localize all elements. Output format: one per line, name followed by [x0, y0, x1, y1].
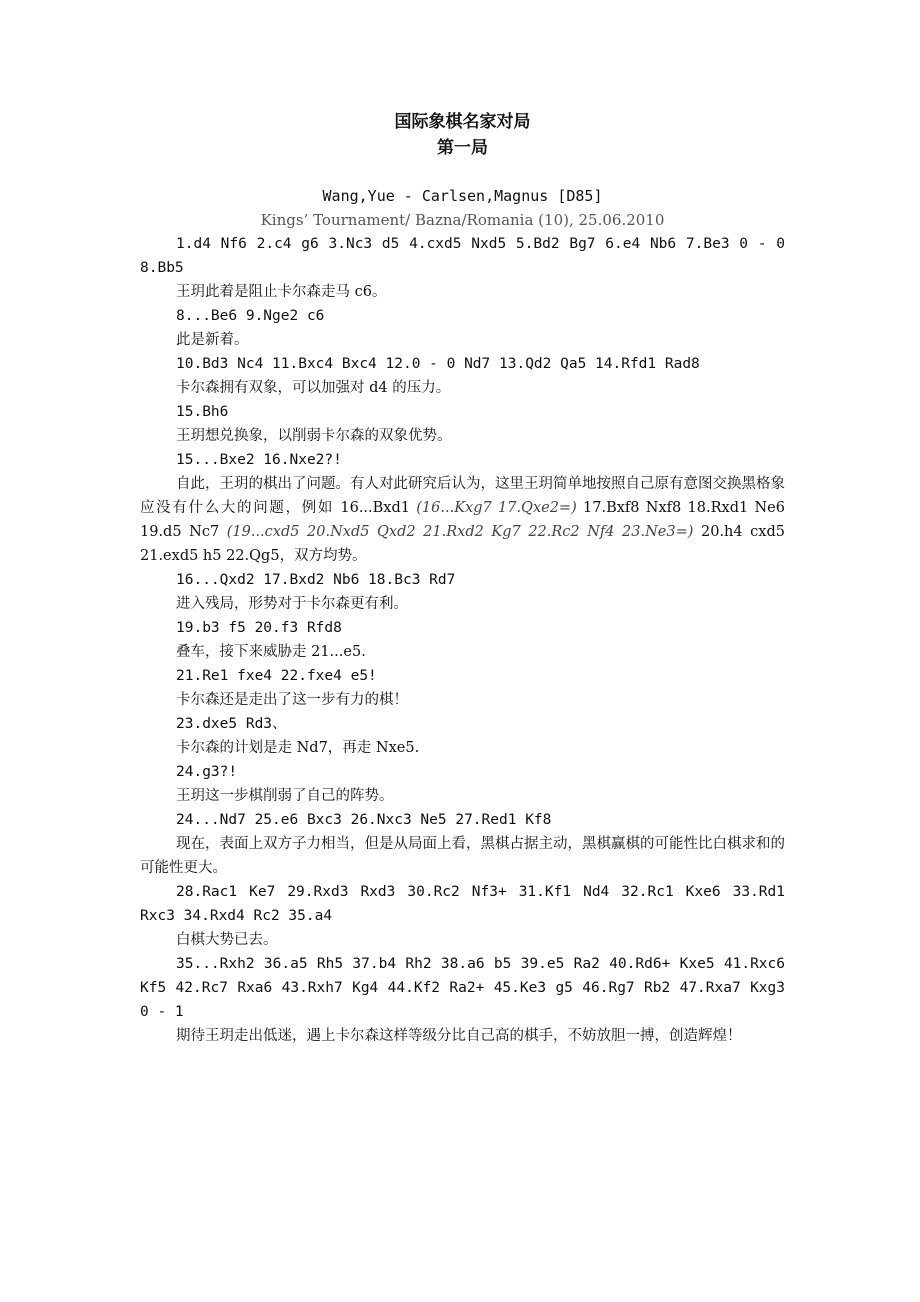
comment-paragraph: 王玥这一步棋削弱了自己的阵势。 — [176, 788, 394, 804]
document-title: 国际象棋名家对局 — [394, 112, 531, 132]
document-body — [140, 110, 785, 1048]
moves-paragraph: 10.Bd3 Nc4 11.Bxc4 Bxc4 12.0 - 0 Nd7 13.Qd2 Qa5 14.Rfd1 Rad8 — [176, 356, 700, 372]
moves-paragraph: 19.b3 f5 20.f3 Rfd8 — [176, 620, 342, 636]
comment-paragraph: 期待王玥走出低迷，遇上卡尔森这样等级分比自己高的棋手，不妨放胆一搏，创造辉煌！ — [176, 1028, 742, 1044]
comment-paragraph: 卡尔森还是走出了这一步有力的棋！ — [176, 692, 408, 708]
variation-text: (16...Kxg7 17.Qxe2=) — [416, 500, 577, 516]
moves-paragraph: 35...Rxh2 36.a5 Rh5 37.b4 Rh2 38.a6 b5 39.e5 Ra2 40.Rd6+ Kxe5 41.Rxc6 Kf5 42.Rc7 Rxa6 43.Rxh7 Kg4 44.Kf2 Ra2+ 45.Ke3 g5 46.Rg7 Rb2 47.Rxa7 Kxg3 0 - 1 — [140, 956, 785, 1020]
moves-paragraph: 24.g3?! — [176, 764, 238, 780]
moves-paragraph: 16...Qxd2 17.Bxd2 Nb6 18.Bc3 Rd7 — [176, 572, 456, 588]
comment-paragraph: 卡尔森的计划是走 Nd7，再走 Nxe5. — [176, 740, 420, 756]
moves-paragraph: 15...Bxe2 16.Nxe2?! — [176, 452, 342, 468]
variation-text: (19...cxd5 20.Nxd5 Qxd2 21.Rxd2 Kg7 22.Rc2 Nf4 23.Ne3=) — [226, 524, 694, 540]
comment-paragraph: 现在，表面上双方子力相当，但是从局面上看，黑棋占据主动，黑棋赢棋的可能性比白棋求和的可能性更大。 — [140, 836, 785, 876]
document-subtitle: 第一局 — [437, 138, 488, 158]
moves-paragraph: 1.d4 Nf6 2.c4 g6 3.Nc3 d5 4.cxd5 Nxd5 5.Bd2 Bg7 6.e4 Nb6 7.Be3 0 - 0 8.Bb5 — [140, 236, 785, 276]
comment-paragraph: 叠车，接下来威胁走 21...e5. — [176, 644, 366, 660]
analysis-text: 20.h4 cxd5 21.exd5 h5 22.Qg5，双方均势。 — [140, 524, 785, 564]
comment-paragraph: 王玥此着是阻止卡尔森走马 c6。 — [176, 284, 387, 300]
moves-paragraph: 24...Nd7 25.e6 Bxc3 26.Nxc3 Ne5 27.Red1 Kf8 — [176, 812, 552, 828]
moves-paragraph: 23.dxe5 Rd3、 — [176, 716, 287, 732]
comment-paragraph: 此是新着。 — [176, 332, 249, 348]
analysis-paragraph — [140, 472, 785, 568]
comment-paragraph: 王玥想兑换象，以削弱卡尔森的双象优势。 — [176, 428, 452, 444]
moves-paragraph: 8...Be6 9.Nge2 c6 — [176, 308, 325, 324]
moves-paragraph: 28.Rac1 Ke7 29.Rxd3 Rxd3 30.Rc2 Nf3+ 31.Kf1 Nd4 32.Rc1 Kxe6 33.Rd1 Rxc3 34.Rxd4 Rc2 35.a4 — [140, 884, 785, 924]
game-header: Wang,Yue - Carlsen,Magnus [D85] — [322, 187, 603, 205]
comment-paragraph: 白棋大势已去。 — [176, 932, 278, 948]
comment-paragraph: 进入残局，形势对于卡尔森更有利。 — [176, 596, 408, 612]
analysis-text: 17.Bxf8 Nxf8 18.Rxd1 Ne6 19.d5 Nc7 — [140, 500, 785, 540]
game-event-line: Kings’ Tournament/ Bazna/Romania (10), 25.06.2010 — [260, 211, 665, 229]
moves-paragraph: 15.Bh6 — [176, 404, 229, 420]
moves-paragraph: 21.Re1 fxe4 22.fxe4 e5! — [176, 668, 377, 684]
analysis-text: 自此，王玥的棋出了问题。有人对此研究后认为，这里王玥简单地按照自己原有意图交换黑格象应没有什么大的问题，例如 16...Bxd1 — [140, 476, 785, 516]
comment-paragraph: 卡尔森拥有双象，可以加强对 d4 的压力。 — [176, 380, 451, 396]
